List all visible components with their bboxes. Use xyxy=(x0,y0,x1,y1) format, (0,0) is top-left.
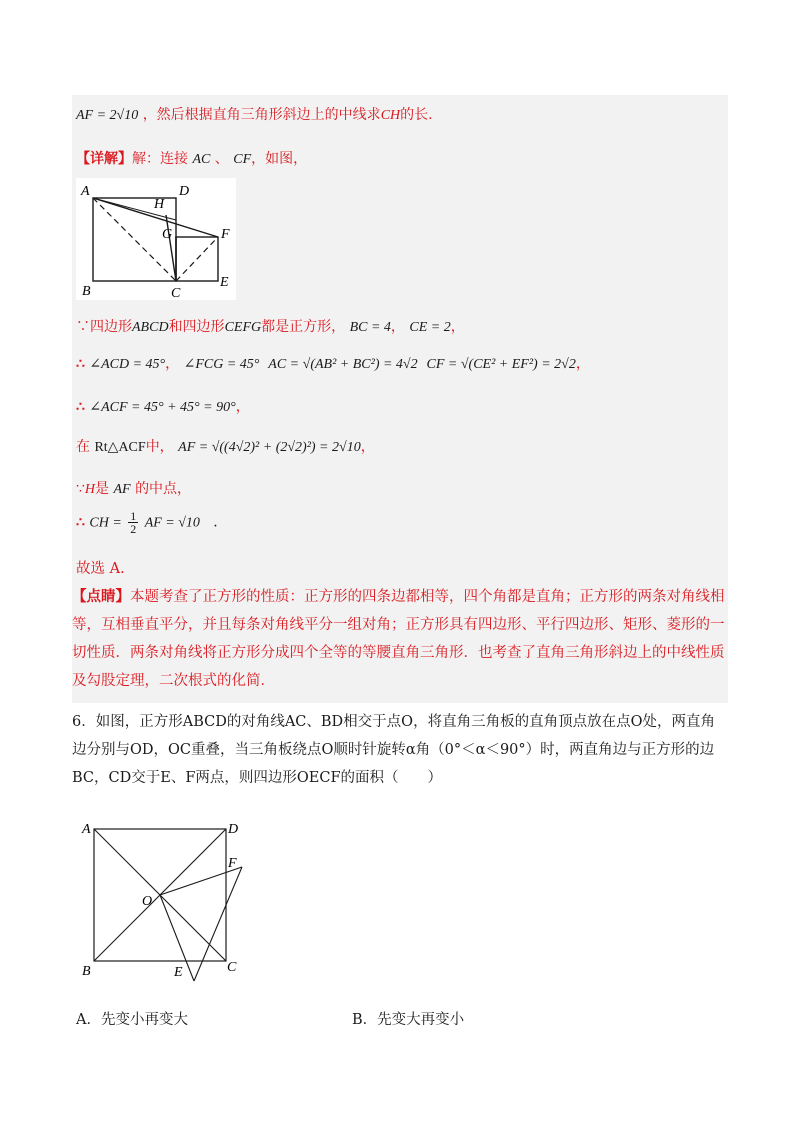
step1-mid: 和四边形 xyxy=(168,319,225,335)
step1-cefg: CEFG xyxy=(224,320,262,335)
step6-prefix: ∴ xyxy=(76,514,85,531)
step6-frac-den: 2 xyxy=(130,522,137,536)
fig2-label-b: B xyxy=(82,964,91,979)
fig1-label-b: B xyxy=(82,284,91,299)
step-4 xyxy=(76,436,375,456)
figure-rotating-triangle xyxy=(76,815,256,985)
detail-ac: AC xyxy=(192,152,211,167)
option-a[interactable]: A．先变小再变大 xyxy=(76,1012,188,1028)
step5-mid: 是 xyxy=(95,481,110,497)
fig1-label-f: F xyxy=(221,227,230,242)
step-3 xyxy=(76,396,250,416)
step2-prefix: ∴ xyxy=(76,356,85,372)
figure-rotating-triangle-svg xyxy=(76,815,256,985)
step4-af-eq: AF = √((4√2)² + (2√2)²) = 2√10 xyxy=(178,440,361,455)
step2-end: ， xyxy=(575,356,590,372)
comment-paragraph xyxy=(72,583,728,695)
step2-ac: AC = √(AB² + BC²) = 4√2 xyxy=(268,357,418,372)
step1-bc: BC = 4 xyxy=(349,320,391,335)
step1-prefix: ∵四边形 xyxy=(76,319,132,335)
detail-text: 解：连接 xyxy=(132,151,188,167)
step5-h: H xyxy=(84,482,96,497)
detail-cf: CF xyxy=(233,152,252,167)
fig1-label-e: E xyxy=(220,275,229,290)
fig1-label-c: C xyxy=(171,286,181,300)
step1-ce: CE = 2 xyxy=(409,320,451,335)
step4-prefix: 在 xyxy=(76,439,90,455)
fig2-label-e: E xyxy=(174,965,183,980)
step4-end: ， xyxy=(360,439,375,455)
step3-prefix: ∴ xyxy=(76,399,85,415)
fig2-label-a: A xyxy=(82,822,91,837)
step4-triangle: Rt△ACF xyxy=(94,440,146,455)
analysis-tail-line xyxy=(76,104,433,124)
analysis-tail-end: 的长. xyxy=(400,107,433,123)
step-6 xyxy=(76,510,218,535)
step2-angle-fcg: ∠FCG = 45° xyxy=(183,357,260,372)
step1-abcd: ABCD xyxy=(132,320,169,335)
comment-label: 【点睛】 xyxy=(72,588,130,605)
step6-frac-num: 1 xyxy=(130,509,137,523)
step2-angle-acd: ∠ACD = 45° xyxy=(89,357,166,372)
step5-prefix: ∵ xyxy=(76,481,85,497)
step4-mid: 中， xyxy=(145,439,174,455)
fig2-label-o: O xyxy=(142,894,153,909)
analysis-tail-text: ，然后根据直角三角形斜边上的中线求 xyxy=(142,107,381,123)
fig1-label-g: G xyxy=(162,227,173,242)
step6-end: . xyxy=(213,514,218,531)
step6-fraction xyxy=(128,510,138,535)
step1-end: ， xyxy=(450,319,465,335)
step-5 xyxy=(76,478,191,498)
fig1-label-d: D xyxy=(179,184,190,199)
step3-angle-acf: ∠ACF = 45° + 45° = 90° xyxy=(89,400,236,415)
step6-lhs: CH = xyxy=(89,515,122,531)
option-b[interactable]: B．先变大再变小 xyxy=(352,1012,465,1028)
var-ch: CH xyxy=(380,108,401,123)
math-af-value: AF = 2√10 xyxy=(76,108,139,123)
step5-end: 的中点， xyxy=(135,481,192,497)
fig2-label-d: D xyxy=(228,822,239,837)
figure-two-squares-svg xyxy=(76,178,236,300)
fig2-label-f: F xyxy=(228,856,237,871)
step2-cf: CF = √(CE² + EF²) = 2√2 xyxy=(426,357,576,372)
detail-label: 【详解】 xyxy=(76,151,132,167)
fig1-label-h: H xyxy=(154,197,165,212)
step5-af: AF xyxy=(113,482,131,497)
step6-rhs: AF = √10 xyxy=(144,515,200,531)
step2-sep: ， xyxy=(165,356,180,372)
comment-text: 本题考查了正方形的性质：正方形的四条边都相等，四个角都是直角；正方形的两条对角线相等，互相垂直平分，并且每条对角线平分一组对角；正方形具有四边形、平行四边形、矩形、菱形的一切性质．两条对角线将正方形分成四个全等的等腰直角三角形．也考查了直角三角形斜边上的中线性质及勾股定理，二次根式的化简． xyxy=(72,589,725,689)
question-6-text: 6．如图，正方形ABCD的对角线AC、BD相交于点O，将直角三角板的直角顶点放在点O处，两直角边分别与OD，OC重叠，当三角板绕点O顺时针旋转α角（0°＜α＜90°）时，两直角边与正方形的边BC，CD交于E、F两点，则四边形OECF的面积（ ） xyxy=(72,714,715,786)
detail-end: ，如图， xyxy=(251,151,308,167)
fig1-label-a: A xyxy=(81,184,90,199)
answer-choice: 故选 A. xyxy=(76,561,125,577)
step3-end: ， xyxy=(235,399,250,415)
step-1 xyxy=(76,316,465,336)
figure-two-squares xyxy=(76,178,236,300)
step1-text: 都是正方形， xyxy=(261,319,346,335)
detail-line xyxy=(76,148,307,168)
detail-sep: 、 xyxy=(214,151,229,167)
step1-sep: ， xyxy=(390,319,405,335)
step-2 xyxy=(76,353,590,373)
fig2-label-c: C xyxy=(227,960,237,975)
